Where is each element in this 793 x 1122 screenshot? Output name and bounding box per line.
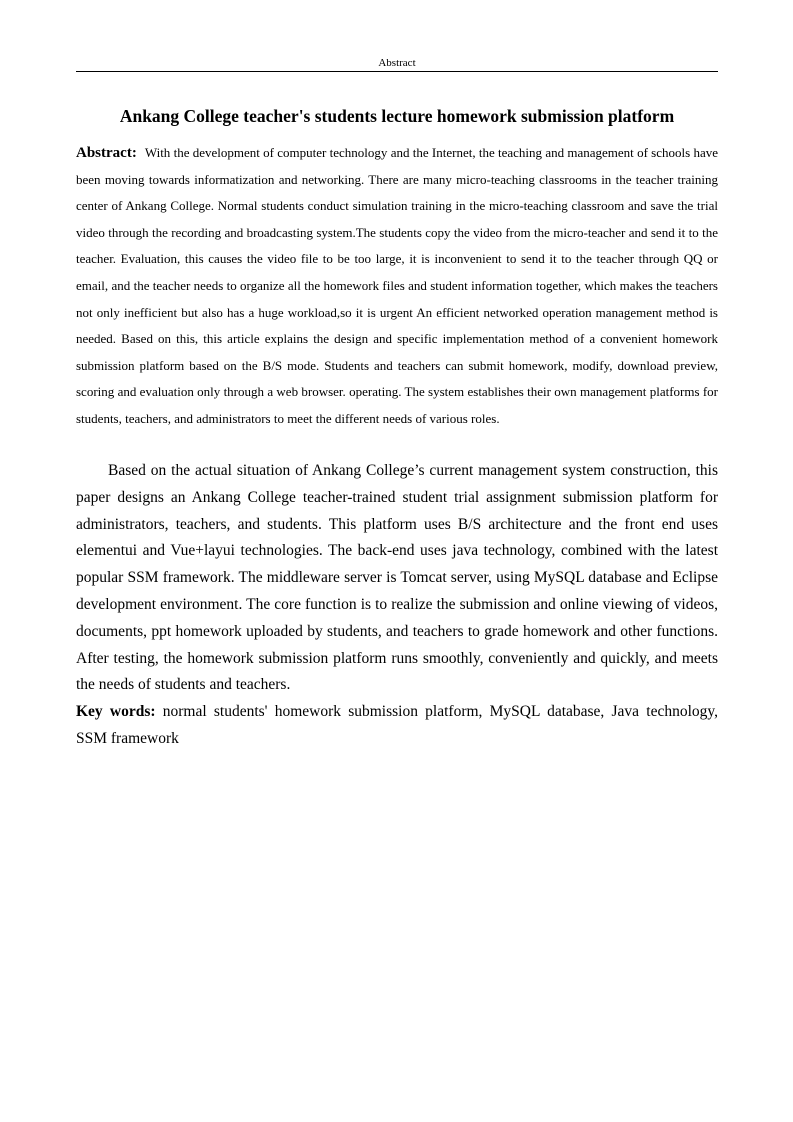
abstract-label: Abstract:: [76, 145, 137, 161]
header-divider: [76, 71, 718, 72]
body-paragraph: Based on the actual situation of Ankang College’s current management system construction, this paper designs an Ankang College teacher-trained student trial assignment submission platform for administrators, teachers, and students. This platform uses B/S architecture and the front end uses elementui and Vue+layui technologies. The back-end uses java technology, combined with the latest popular SSM framework. The middleware server is Tomcat server, using MySQL database and Eclipse development environment. The core function is to realize the submission and online viewing of videos, documents, ppt homework uploaded by students, and teachers to grade homework and other functions. After testing, the homework submission platform runs smoothly, conveniently and quickly, and meets the needs of students and teachers.: [76, 462, 718, 694]
document-title: Ankang College teacher's students lecture homework submission platform: [119, 106, 675, 126]
keywords-paragraph: [76, 699, 718, 753]
keywords-label: Key words:: [76, 703, 156, 720]
abstract-paragraph: [76, 140, 718, 433]
keywords-text: normal students' homework submission platform, MySQL database, Java technology, SSM framework: [76, 703, 719, 747]
running-header: Abstract: [378, 57, 416, 69]
abstract-text: With the development of computer technology and the Internet, the teaching and management of schools have been moving towards informatization and networking. There are many micro-teaching classrooms in the teacher training center of Ankang College. Normal students conduct simulation training in the micro-teaching classroom and save the trial video through the recording and broadcasting system.The students copy the video from the micro-teacher and send it to the teacher. Evaluation, this causes the video file to be too large, it is inconvenient to send it to the teacher through QQ or email, and the teacher needs to organize all the homework files and student information together, which makes the teachers not only inefficient but also has a huge workload,so it is urgent An efficient networked operation management method is needed. Based on this, this article explains the design and specific implementation method of a convenient homework submission platform based on the B/S mode. Students and teachers can submit homework, modify, download preview, scoring and evaluation only through a web browser. operating. The system establishes their own management platforms for students, teachers, and administrators to meet the different needs of various roles.: [76, 145, 718, 426]
